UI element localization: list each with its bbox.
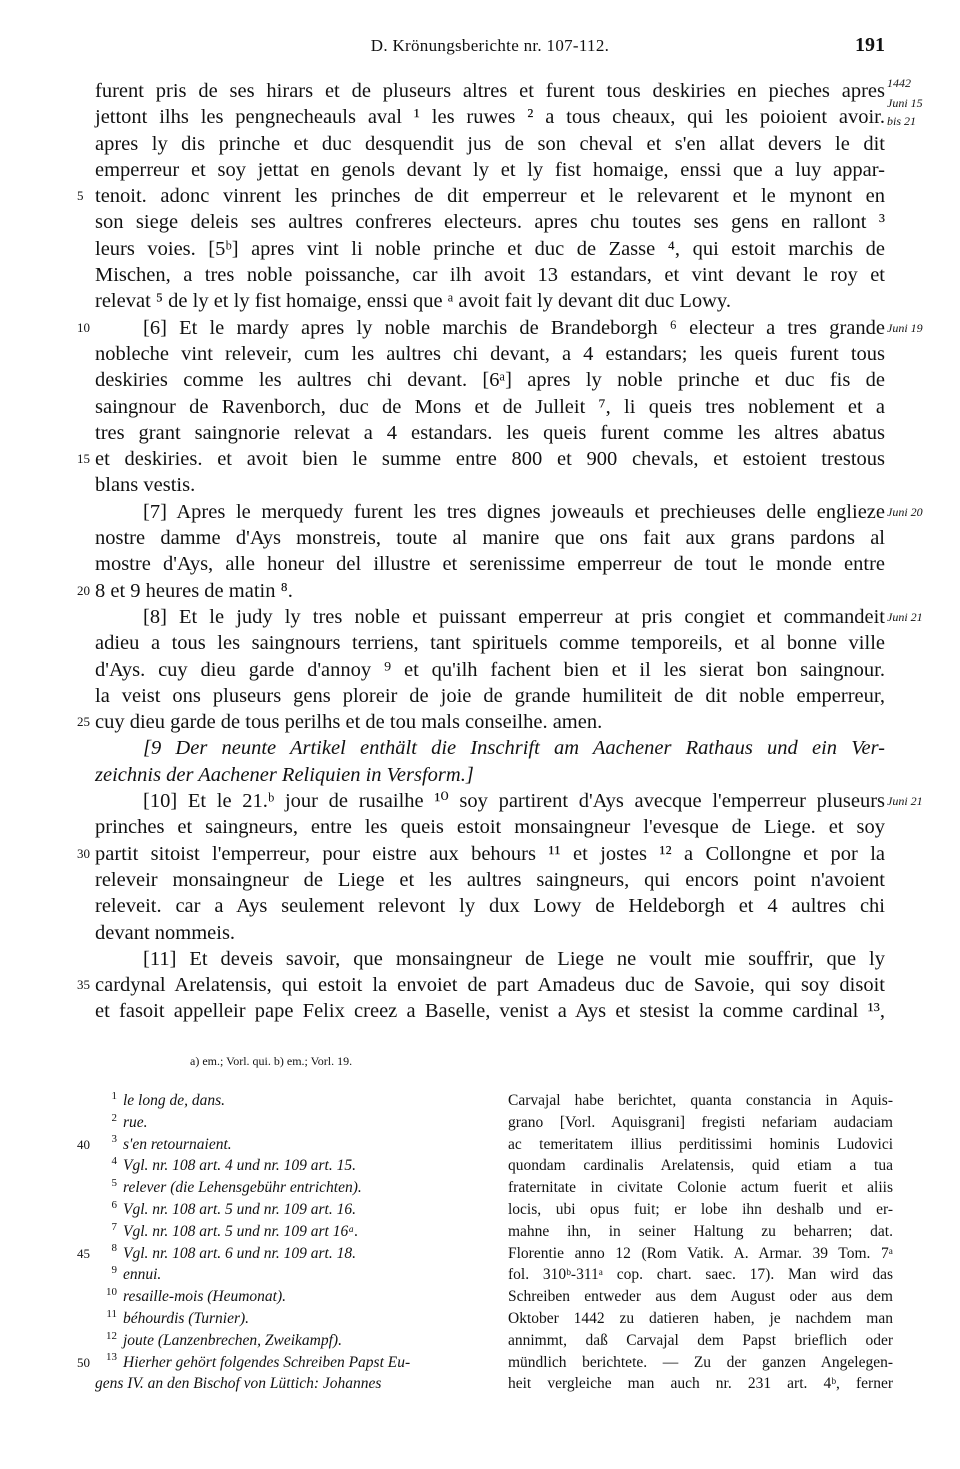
text-line: 10 [6] Et le mardy apres ly noble marchis de Brandeborgh ⁶ electeur a tres grande <box>95 315 885 341</box>
footnote-line: Oktober 1442 zu datieren haben, je nachdem man <box>508 1309 893 1327</box>
footnote-line: mahne ihn, in seiner Haltung zu beharren; dat. <box>508 1222 893 1240</box>
main-text <box>77 76 923 1025</box>
footnote-line: grano [Vorl. Aquisgrani] fregisti nefariam audaciam <box>508 1113 893 1131</box>
text-line: zeichnis der Aachener Reliquien in Versform.] <box>95 763 474 786</box>
footnote-line: Florentie anno 12 (Rom Vatik. A. Armar. 39 Tom. 7ᵃ <box>508 1244 893 1262</box>
page-header <box>95 36 885 60</box>
margin-note: bis 21 <box>887 114 917 128</box>
footnote: 7 Vgl. nr. 108 art. 5 und nr. 109 art 16ᵃ. <box>111 1220 359 1240</box>
footnote-line: annimmt, daß Carvajal dem Papst brieflich oder <box>508 1331 893 1349</box>
footnote: gens IV. an den Bischof von Lüttich: Johannes <box>95 1375 382 1393</box>
text-line: emperreur et soy jettat en genols devant ly et ly fist homaige, enssi que a luy appar- <box>95 158 885 181</box>
margin-note: Juni 19 <box>887 321 923 335</box>
critical-apparatus: a) em.; Vorl. qui. b) em.; Vorl. 19. <box>190 1054 353 1068</box>
text-line: jettont ilhs les pengnecheauls aval ¹ les ruwes ² a tous cheaux, qui les poioient avoir. <box>95 106 885 129</box>
footnote: 6 Vgl. nr. 108 art. 5 und nr. 109 art. 16. <box>111 1198 356 1218</box>
text-line: deskiries comme les aultres chi devant. [6ᵃ] apres ly noble prinche et duc fis de <box>95 369 885 392</box>
footnotes-left-column <box>77 1089 485 1395</box>
text-line: [7] Apres le merquedy furent les tres dignes joweauls et prechieuses delle englieze <box>143 500 885 523</box>
text-line: Mischen, a tres noble poissanche, car ilh avoit 13 estandars, et vint devant le roy et <box>95 264 885 287</box>
footnote-line: locis, ubi opus fuit; er lobe ihn deshalb und er- <box>508 1200 893 1218</box>
line-number: 25 <box>77 714 90 730</box>
footnote-line: heit vergleiche man auch nr. 231 art. 4ᵇ, ferner <box>508 1375 893 1393</box>
text-line: 35 cardynal Arelatensis, qui estoit la envoiet de part Amadeus duc de Savoie, qui soy disoit <box>95 972 885 998</box>
text-line: prinches et saingneurs, entre les queis estoit monsaingneur l'evesque de Liege. et soy <box>95 816 885 839</box>
footnote: 1 le long de, dans. <box>111 1089 226 1109</box>
text-line: nobleche vint releveir, cum les aultres chi devant, a 4 estandars; les queis furent tous <box>95 342 885 365</box>
footnote-line: fraternitate in civitate Colonie actum fuerit et aliis <box>508 1179 893 1197</box>
line-number: 20 <box>77 582 90 598</box>
margin-note: Juni 20 <box>887 505 923 519</box>
text-line: devant nommeis. <box>95 921 236 944</box>
text-line: nostre damme d'Ays monstreis, toute al manire que ons fait aux grans pardons al <box>95 527 885 550</box>
footnote: 45 8 Vgl. nr. 108 art. 6 und nr. 109 art. 18. <box>95 1243 485 1265</box>
line-number: 15 <box>77 451 90 467</box>
margin-note: Juni 21 <box>887 794 923 808</box>
footnote: 50 13 Hierher gehört folgendes Schreiben Papst Eu- <box>95 1352 485 1374</box>
text-line: d'Ays. cuy dieu garde d'annoy ⁹ et qu'ilh fachent bien et il les sierat bon saingnour. <box>95 658 885 681</box>
footnote: 12 joute (Lanzenbrechen, Zweikampf). <box>106 1329 342 1349</box>
text-line: la veist ons pluseurs gens ploreir de joie de grande humiliteit de dit noble emperreur, <box>95 684 885 707</box>
text-line: [8] Et le judy ly tres noble et puissant emperreur at pris congiet et commandeit <box>143 605 885 628</box>
text-line: saingnour de Ravenborch, duc de Mons et de Julleit ⁷, li queis tres noblement et a <box>95 395 885 418</box>
footnote: 11 béhourdis (Turnier). <box>106 1307 250 1327</box>
margin-note: Juni 15 <box>887 96 923 110</box>
footnote-line: fol. 310ᵇ-311ᵃ cop. chart. saec. 17). Man wird das <box>508 1266 893 1284</box>
text-line: mostre d'Ays, alle honeur del illustre et serenissime emperreur de tout le monde entre <box>95 553 885 576</box>
page-number: 191 <box>855 34 885 56</box>
text-line: 30 partit sitoist l'emperreur, pour eistre aux behours ¹¹ et jostes ¹² a Collongne et por la <box>95 841 885 867</box>
footnote-line: ac temeritatem illius perditissimi hominis Ludovici <box>508 1135 893 1153</box>
running-title: D. Krönungsberichte nr. 107-112. <box>370 36 610 55</box>
line-number: 40 <box>77 1136 90 1152</box>
text-line: relevat ⁵ de ly et ly fist homaige, enssi que ᵃ avoit fait ly devant dit duc Lowy. <box>95 290 731 313</box>
footnote-line: Carvajal habe berichtet, quanta constancia in Aquis- <box>508 1092 893 1109</box>
footnote: 2 rue. <box>111 1111 148 1131</box>
margin-note: 1442 <box>887 76 911 90</box>
line-number: 10 <box>77 319 90 335</box>
text-line: leurs voies. [5ᵇ] apres vint li noble prinche et duc de Zasse ⁴, qui estoit marchis de <box>95 237 885 260</box>
text-line: releveir monsaingneur de Liege et les aultres saingneurs, qui encors point n'avoient <box>95 868 885 891</box>
text-line: 25 cuy dieu garde de tous perilhs et de tou mals conseilhe. amen. <box>95 709 885 735</box>
text-line: tres grant saingnorie relevat a 4 estandars. les queis furent comme les altres abatus <box>95 421 885 444</box>
text-line: blans vestis. <box>95 474 196 497</box>
footnote: 10 resaille-mois (Heumonat). <box>106 1286 287 1306</box>
line-number: 50 <box>77 1354 90 1370</box>
line-number: 45 <box>77 1245 90 1261</box>
footnotes-right-column <box>508 1090 893 1395</box>
text-line: 20 8 et 9 heures de matin ⁸. <box>95 578 885 604</box>
text-line: furent pris de ses hirars et de pluseurs altres et furent tous deskiries en pieches apres <box>95 80 885 102</box>
line-number: 35 <box>77 977 90 993</box>
footnote: 9 ennui. <box>111 1264 162 1284</box>
text-line: apres ly dis prinche et duc desquendit jus de son cheval et s'en allat devers le dit <box>95 132 885 155</box>
text-line: [9 Der neunte Artikel enthält die Inschrift am Aachener Rathaus und ein Ver- <box>143 737 885 760</box>
footnote-line: Schreiben entweder aus dem August oder aus dem <box>508 1288 893 1306</box>
text-line: [10] Et le 21.ᵇ jour de rusailhe ¹⁰ soy partirent d'Ays avecque l'emperreur pluseurs <box>143 790 885 813</box>
margin-note: Juni 21 <box>887 610 923 624</box>
text-line: son siege deleis ses aultres confreres electeurs. apres chu toutes ses gens en rallont ³ <box>95 211 885 234</box>
text-line: 15 et deskiries. et avoit bien le summe entre 800 et 900 chevals, et estoient trestous <box>95 446 885 472</box>
text-line: et fasoit appelleir pape Felix creez a Baselle, venist a Ays et stesist la comme cardinal ¹³, <box>95 1000 885 1023</box>
text-line: releveit. car a Ays seulement relevont ly dux Lowy de Heldeborgh et 4 aultres chi <box>95 895 885 918</box>
footnote: 40 3 s'en retournaient. <box>95 1134 485 1156</box>
text-line: 5 tenoit. adonc vinrent les prinches de dit emperreur et le relevarent et le mynont en <box>95 183 885 209</box>
text-line: [11] Et deveis savoir, que monsaingneur de Liege ne voult mie souffrir, que ly <box>143 947 885 970</box>
footnote-line: quondam cardinalis Arelatensis, quid etiam a tua <box>508 1157 893 1175</box>
footnote-line: mündlich berichtete. — Zu der ganzen Angelegen- <box>508 1353 893 1371</box>
text-line: adieu a tous les saingnours terriens, tant spirituels comme temporeils, et al bonne ville <box>95 632 885 655</box>
footnote: 4 Vgl. nr. 108 art. 4 und nr. 109 art. 15. <box>111 1155 356 1175</box>
line-number: 30 <box>77 845 90 861</box>
line-number: 5 <box>77 188 84 204</box>
footnote: 5 relever (die Lehensgebühr entrichten). <box>111 1177 362 1197</box>
